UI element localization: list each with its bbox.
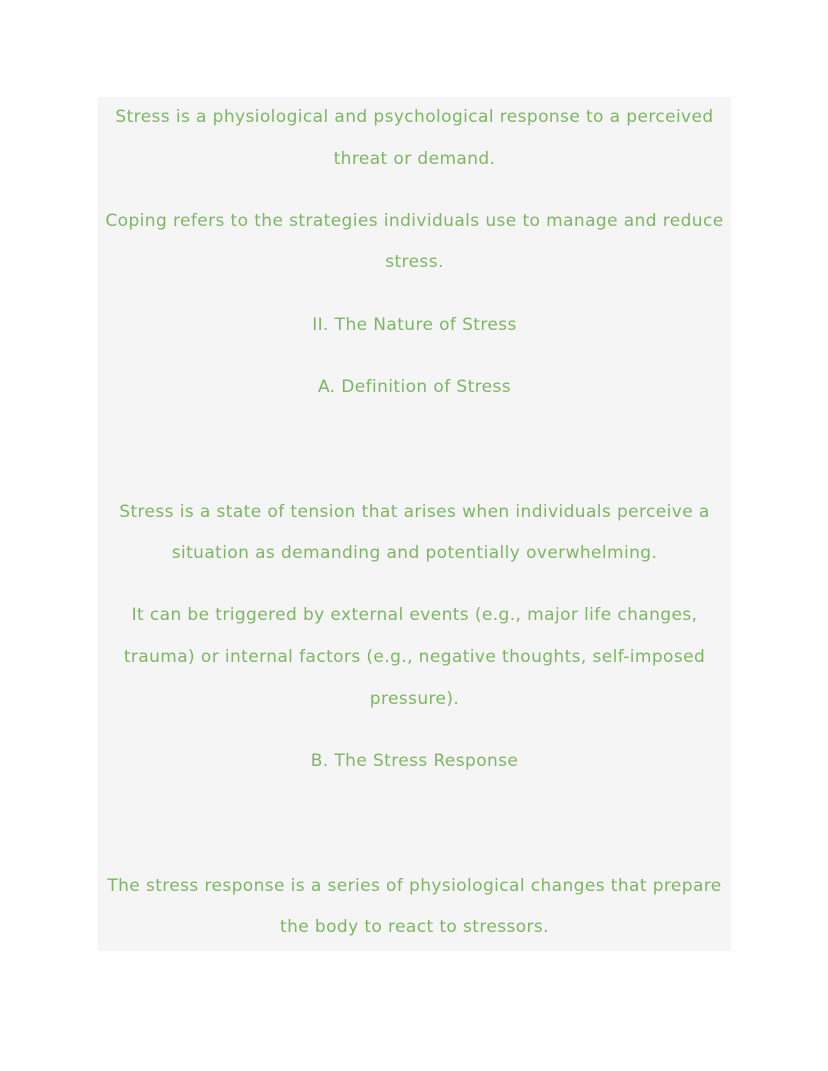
empty-paragraph	[98, 803, 731, 845]
subheading-definition-of-stress: A. Definition of Stress	[317, 377, 512, 398]
paragraph-stress-response: The stress response is a series of physiological changes that prepare the body to react to stressors.	[107, 875, 722, 938]
paragraph-triggers: It can be triggered by external events (e.g., major life changes, trauma) or internal factors (e.g., negative thoughts, self-imposed pressure).	[123, 605, 706, 709]
paragraph-state-of-tension: Stress is a state of tension that arises when individuals perceive a situation as demanding and potentially overwhelming.	[119, 501, 710, 564]
subheading-stress-response: B. The Stress Response	[310, 750, 519, 771]
document-page	[98, 97, 731, 951]
heading-nature-of-stress: II. The Nature of Stress	[312, 314, 517, 335]
paragraph-stress-definition: Stress is a physiological and psychological response to a perceived threat or demand.	[115, 107, 714, 169]
empty-paragraph	[98, 429, 731, 471]
paragraph-coping-definition: Coping refers to the strategies individuals use to manage and reduce stress.	[105, 210, 724, 273]
